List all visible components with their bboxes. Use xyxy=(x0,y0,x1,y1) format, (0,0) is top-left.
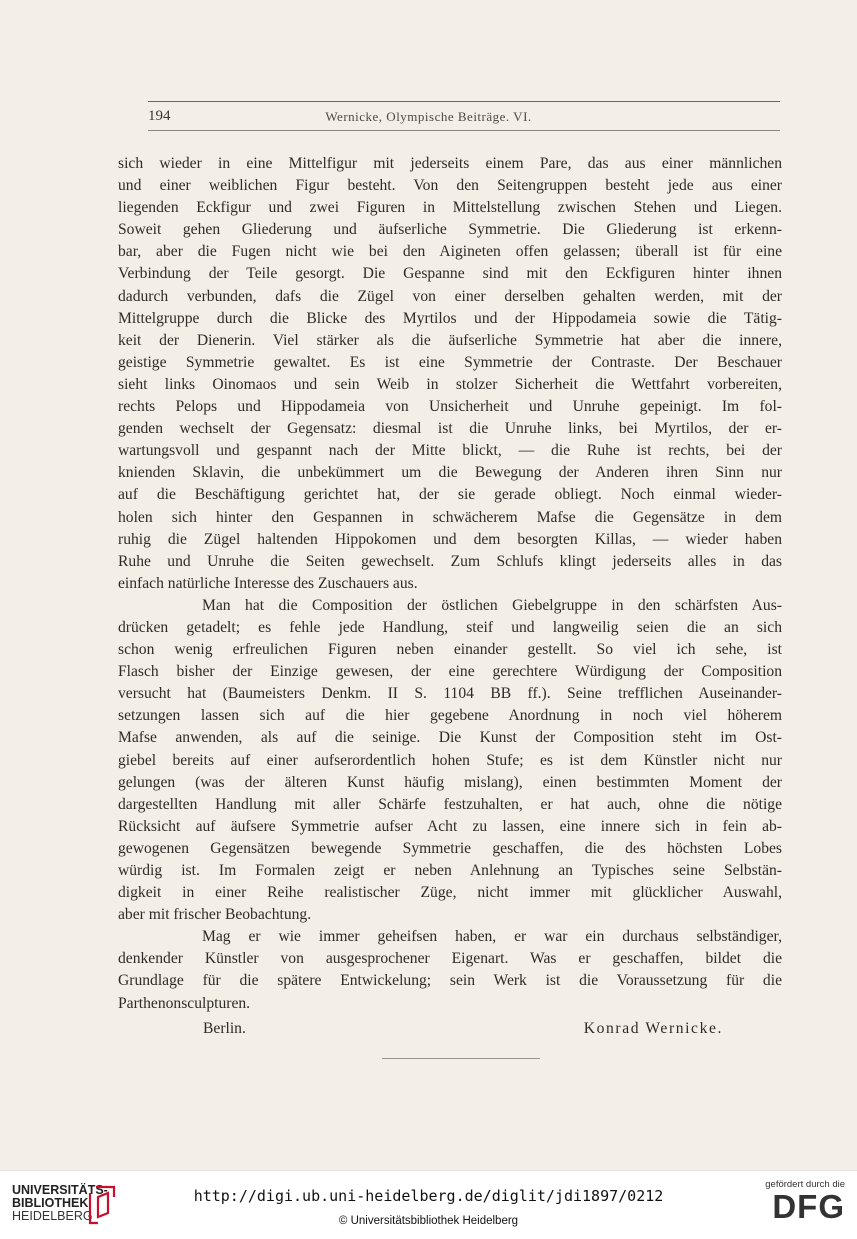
text-line: Man hat die Composition der östlichen Giebelgruppe in den schärfsten Aus- xyxy=(202,596,782,614)
permalink-url[interactable]: http://digi.ub.uni-heidelberg.de/diglit/jdi1897/0212 xyxy=(193,1187,664,1205)
text-line: Flasch bisher der Einzige gewesen, der eine gerechtere Würdigung der Composition xyxy=(118,663,782,681)
dfg-logo-text: DFG xyxy=(772,1188,845,1225)
text-line: sich wieder in eine Mittelfigur mit jederseits einem Pare, das aus einer männlichen xyxy=(118,155,782,172)
text-line: schon wenig erfreulichen Figuren neben einander gestellt. So viel ich sehe, ist xyxy=(118,641,782,659)
text-line: ruhig die Zügel haltenden Hippokomen und dem besorgten Killas, — wieder haben xyxy=(118,530,782,548)
text-line: sieht links Oinomaos und sein Weib in stolzer Sicherheit die Wettfahrt vorbereiten, xyxy=(118,375,782,393)
text-line: giebel bereits auf einer aufserordentlich hohen Stufe; es ist dem Künstler nicht nur xyxy=(118,751,782,769)
text-line: knienden Sklavin, die unbekümmert um die Bewegung der Anderen ihren Sinn nur xyxy=(118,464,782,482)
text-line: wartungsvoll und gespannt nach der Mitte blickt, — die Ruhe ist rechts, bei der xyxy=(118,442,782,460)
text-line: dargestellten Handlung mit aller Schärfe festzuhalten, er hat auch, ohne die nötige xyxy=(118,795,782,813)
text-line: gelungen (was der älteren Kunst häufig mislang), einen bestimmten Moment der xyxy=(118,773,782,791)
text-line: keit der Dienerin. Viel stärker als die äufserliche Symmetrie hat aber die innere, xyxy=(118,331,782,349)
text-line: rechts Pelops und Hippodameia von Unsicherheit und Unruhe gepeinigt. Im fol- xyxy=(118,398,782,416)
text-line: drücken getadelt; es fehle jede Handlung, steif und langweilig seien die an sich xyxy=(118,618,782,636)
funding-note: gefördert durch die xyxy=(765,1179,845,1190)
text-line: liegenden Eckfigur und zwei Figuren in Mittelstellung zwischen Stehen und Liegen. xyxy=(118,199,782,217)
author-name: Konrad Wernicke. xyxy=(583,1020,723,1037)
text-line: denkender Künstler von ausgesprochener Eigenart. Was er geschaffen, bildet die xyxy=(118,950,782,968)
library-name-line-3: HEIDELBERG xyxy=(12,1209,93,1223)
digitization-footer xyxy=(0,1170,857,1239)
paragraph-3 xyxy=(118,926,782,1014)
copyright-notice: © Universitätsbibliothek Heidelberg xyxy=(338,1215,519,1227)
text-line: würdig ist. Im Formalen zeigt er neben Anlehnung an Typisches seine Selbstän- xyxy=(118,862,782,879)
text-line: Mittelgruppe durch die Blicke des Myrtilos und der Hippodameia sowie die Tätig- xyxy=(118,309,782,327)
text-line: geistige Symmetrie gewaltet. Es ist eine Symmetrie der Contraste. Der Beschauer xyxy=(118,353,782,371)
running-head: Wernicke, Olympische Beiträge. VI. xyxy=(325,109,532,124)
paragraph-2 xyxy=(118,595,782,926)
text-line: einfach natürliche Interesse des Zuschauers aus. xyxy=(118,574,418,592)
text-line: Mafse anwenden, als auf die seinige. Die Kunst der Composition steht im Ost- xyxy=(118,729,782,747)
text-line: Soweit gehen Gliederung und äufserliche Symmetrie. Die Gliederung ist erkenn- xyxy=(118,221,782,239)
text-line: und einer weiblichen Figur besteht. Von den Seitengruppen besteht jede aus einer xyxy=(118,177,782,195)
text-line: digkeit in einer Reihe realistischer Züge, nicht immer mit glücklicher Auswahl, xyxy=(118,884,782,902)
text-line: Parthenonsculpturen. xyxy=(118,994,251,1012)
body-text xyxy=(118,153,782,1015)
text-line: genden wechselt der Gegensatz: diesmal ist die Unruhe links, bei Myrtilos, der er- xyxy=(118,420,782,438)
text-line: aber mit frischer Beobachtung. xyxy=(118,906,312,924)
text-line: gewogenen Gegensätzen bewegende Symmetrie geschaffen, die des höchsten Lobes xyxy=(118,839,782,857)
text-line: auf die Beschäftigung gerichtet hat, der sie gerade obliegt. Noch einmal wieder- xyxy=(118,486,782,504)
text-line: setzungen lassen sich auf die hier gegebene Anordnung in noch viel höherem xyxy=(118,707,782,725)
end-rule xyxy=(382,1058,540,1059)
text-line: Grundlage für die spätere Entwickelung; sein Werk ist die Voraussetzung für die xyxy=(118,972,782,990)
header-top-rule xyxy=(148,101,780,102)
page-number: 194 xyxy=(148,108,171,124)
text-line: bar, aber die Fugen nicht wie bei den Aigineten offen gelassen; überall ist für eine xyxy=(118,243,782,261)
text-line: Ruhe und Unruhe die Seiten gewechselt. Zum Schlufs klingt jederseits alles in das xyxy=(118,552,782,570)
place-name: Berlin. xyxy=(203,1020,246,1037)
text-line: holen sich hinter den Gespannen in schwächerem Mafse die Gegensätze in dem xyxy=(118,508,782,526)
library-name-line-2: BIBLIOTHEK xyxy=(12,1196,89,1210)
text-line: versucht hat (Baumeisters Denkm. II S. 1104 BB ff.). Seine trefflichen Auseinander- xyxy=(118,685,782,703)
text-line: Mag er wie immer geheifsen haben, er war ein durchaus selbständiger, xyxy=(202,928,782,946)
text-line: Verbindung der Teile gesorgt. Die Gespanne sind mit den Eckfiguren hinter ihnen xyxy=(118,265,782,283)
text-line: Rücksicht auf äufsere Symmetrie aufser Acht zu lassen, eine innere sich in fein ab- xyxy=(118,817,782,835)
header-bottom-rule xyxy=(148,130,780,131)
text-line: dadurch verbunden, dafs die Zügel von einer derselben gehalten werden, mit der xyxy=(118,287,782,305)
paragraph-1 xyxy=(118,153,782,595)
library-name-line-1: UNIVERSITÄTS- xyxy=(12,1183,108,1197)
funder-logo[interactable] xyxy=(765,1179,845,1224)
